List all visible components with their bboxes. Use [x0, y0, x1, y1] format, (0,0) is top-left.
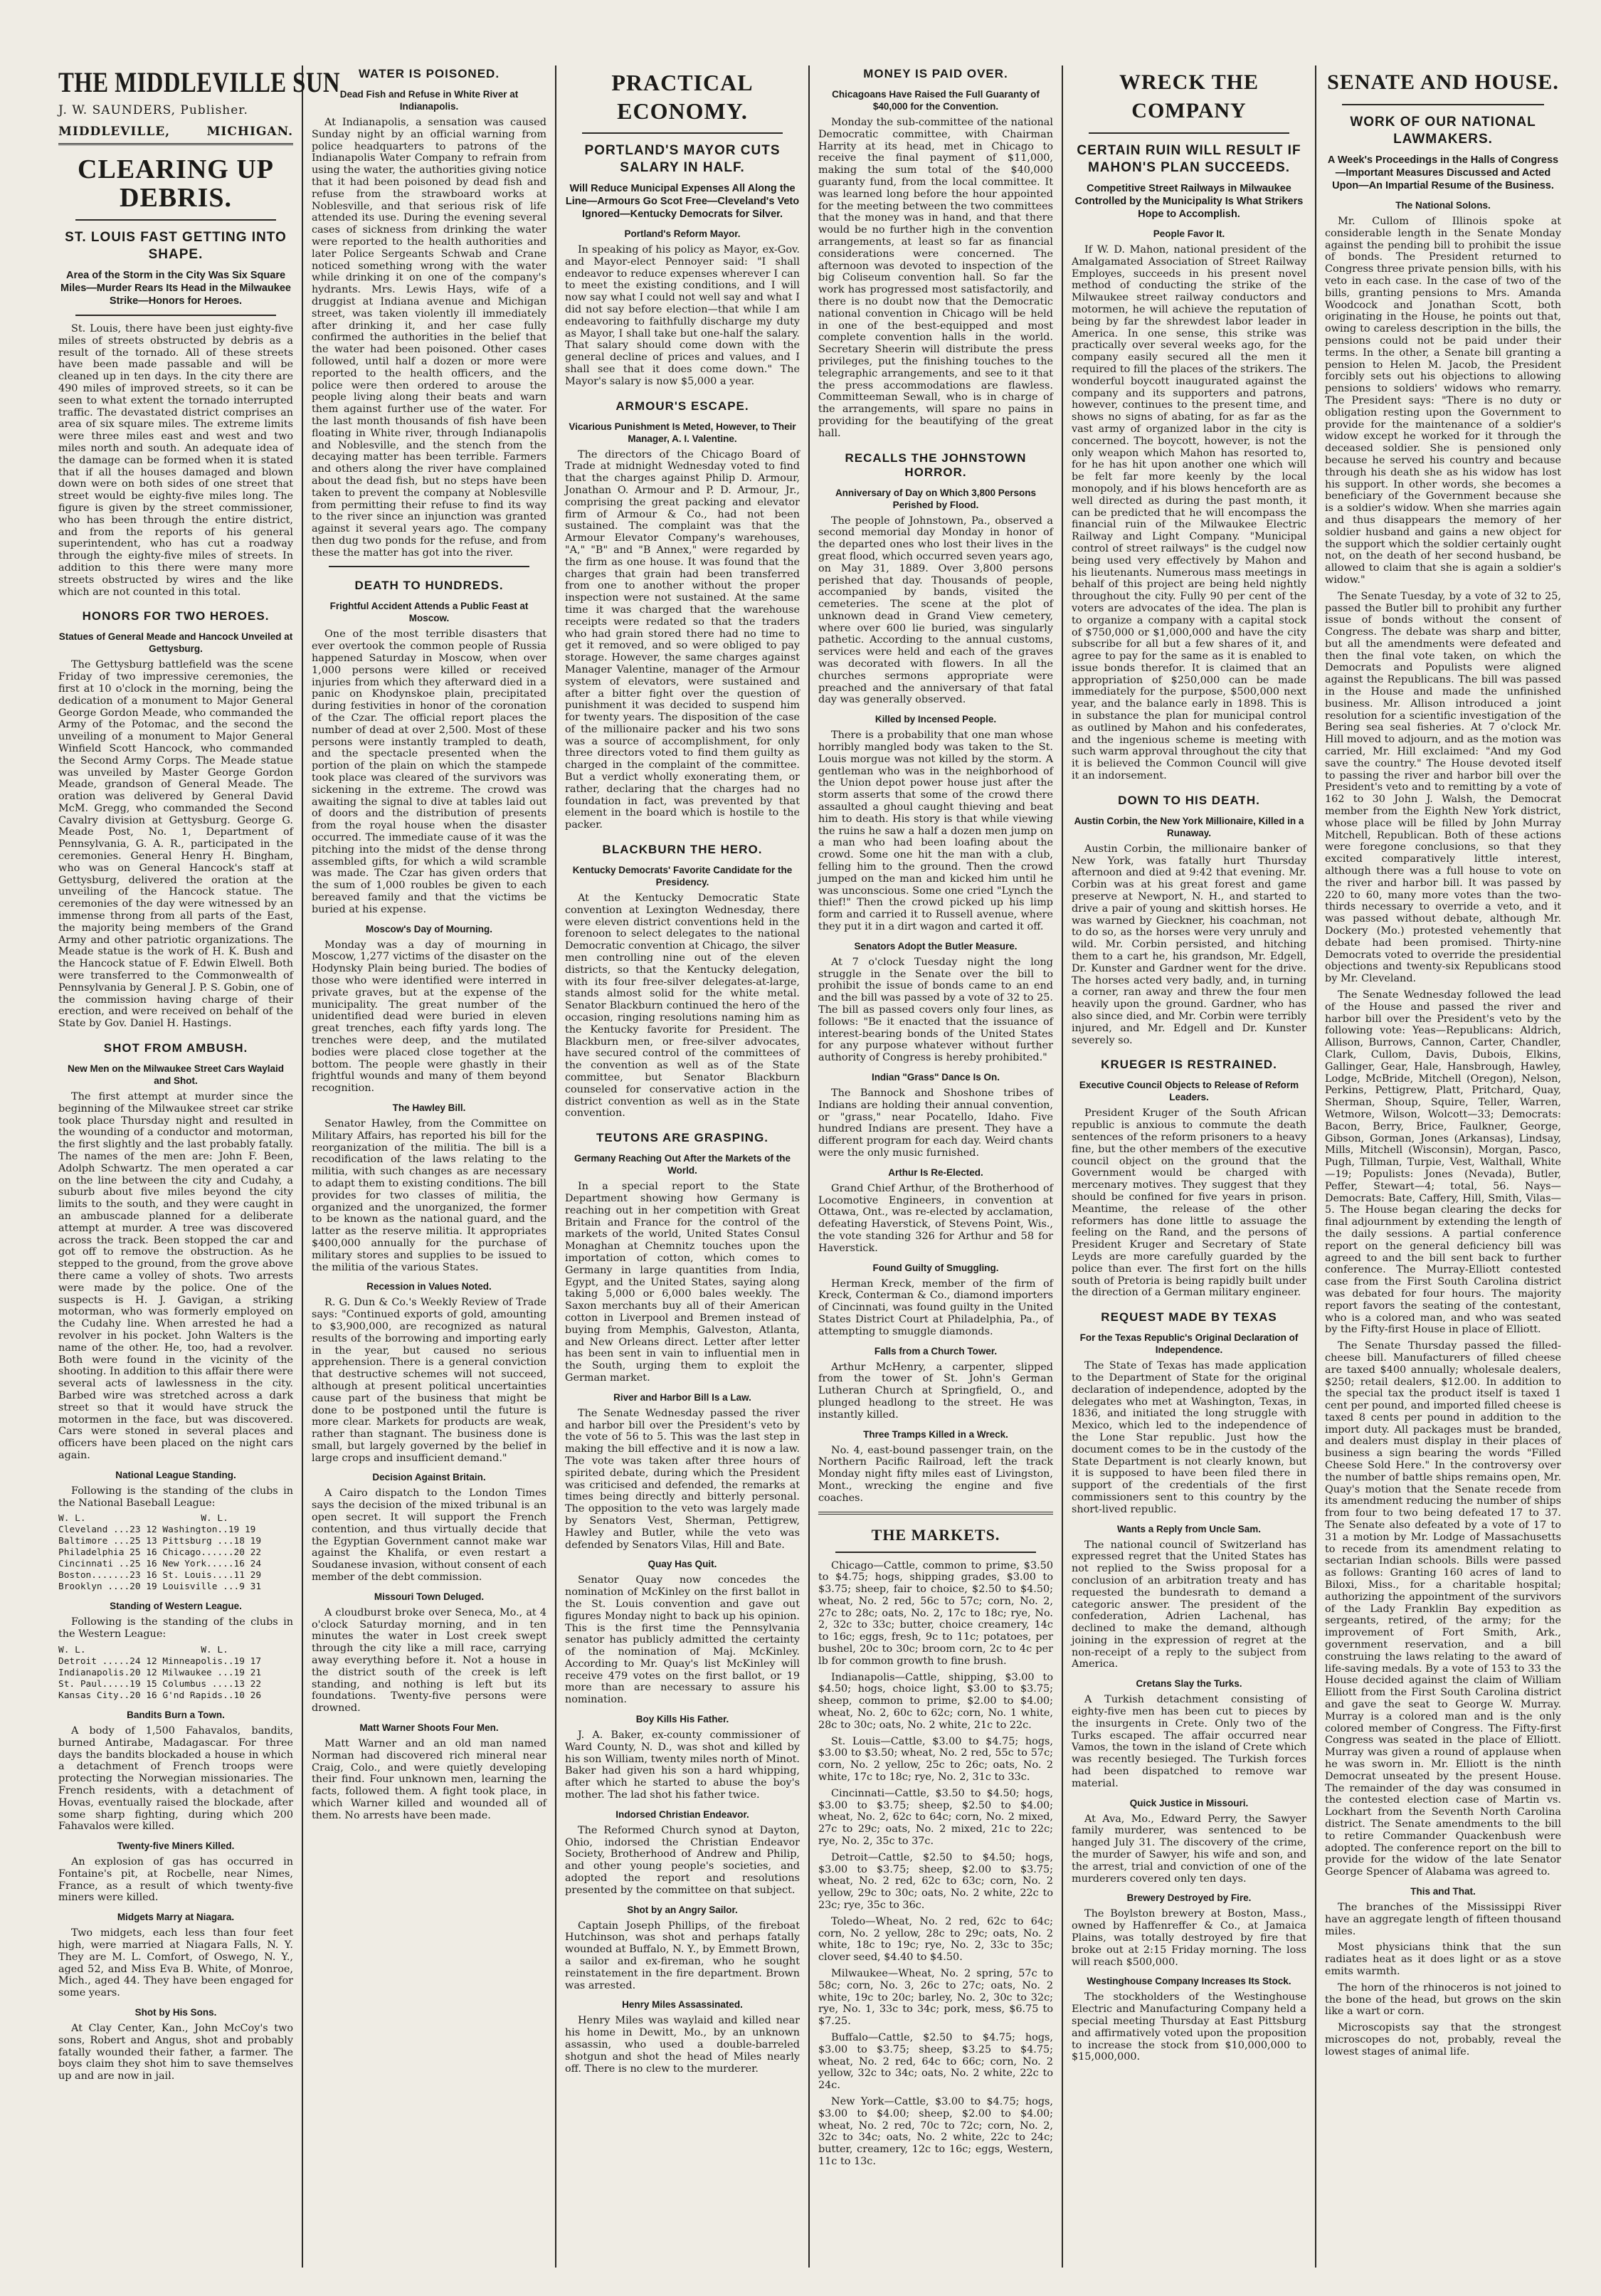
table-row: Cincinnati ..25 16 New York.....16 24	[58, 1559, 262, 1570]
article-paragraph: Most physicians think that the sun radiates heat as it does light or as a stove emits warmth.	[1325, 1942, 1561, 1977]
article-paragraph: Mr. Cullom of Illinois spoke at considerable length in the Senate Monday against the pending bill to prohibit the issue of bonds. The President returned to Congress three private pension bills, with his veto in each case. In the case of two of the bills, granting pensions to Mrs. Amanda Woodcock and Jonathan Scott, both originating in the House, he points out that, owing to careless description in the bills, the pensions could not be paid under their terms. In the other, a Senate bill granting a pension to Helen M. Jacob, the President forcibly sets out his objections to allowing pensions to soldiers' widows who remarry. The President says: "There is no duty or obligation resting upon the Government to provide for the maintenance of a soldier's widow except he worked for it through the deceased soldier. She is pensioned only because he served his country and because through his death she as his widow has lost his support. In other words, she becomes a beneficiary of the Government because she is a soldier's widow. When she marries again and thus disappears the memory of her soldier husband and gains a new object for the support which the soldier certainly ought not, on the death of her second husband, be allowed to claim that she is again a soldier's widow."	[1325, 216, 1561, 586]
section-subhead: Anniversary of Day on Which 3,800 Persons Perished by Flood.	[835, 487, 1037, 510]
article-paragraph: A cloudburst broke over Seneca, Mo., at 4 o'clock Saturday morning, and in ten minutes the water in Lost creek swept through the city like a mill race, carrying away everything before it. Not a house in the district south of the creek is left standing, and nothing is left but its foundations. Twenty-five persons were drowned.	[312, 1606, 546, 1715]
section-subhead: Dead Fish and Refuse in White River at Indianapolis.	[339, 89, 519, 112]
article-paragraph: Following is the standing of the clubs in the National Baseball League:	[58, 1485, 293, 1509]
article-paragraph: The Reformed Church synod at Dayton, Ohio, indorsed the Christian Endeavor Society, Brotherhood of Andrew and Philip, and other young people's societies, and adopted the report and resolutions presented by the committee on that subject.	[565, 1824, 800, 1896]
section-subhead: Germany Reaching Out After the Markets of the World.	[574, 1153, 791, 1176]
section-subhead: Boy Kills His Father.	[635, 1714, 729, 1725]
article-paragraph: Microscopists say that the strongest microscopes do not, probably, reveal the lowest stages of animal life.	[1325, 2022, 1561, 2058]
section-subhead: Quay Has Quit.	[648, 1559, 717, 1570]
article-paragraph: Grand Chief Arthur, of the Brotherhood of Locomotive Engineers, in convention at Ottawa, Ont., was re-elected by acclamation, defeating Haverstick, of Stevens Point, Wis., the vote standing 326 for Arthur and 58 for Haverstick.	[818, 1182, 1053, 1254]
table-row: Detroit .....24 12 Minneapolis..19 17	[58, 1655, 262, 1667]
table-row: St. Paul.....19 15 Columbus ....13 22	[58, 1678, 262, 1690]
section-subhead: New Men on the Milwaukee Street Cars Waylaid and Shot.	[67, 1063, 285, 1087]
masthead-location	[58, 125, 293, 145]
article-paragraph: At Clay Center, Kan., John McCoy's two sons, Robert and Angus, shot and probably fatally wounded their father, a farmer. The boys claim they shot him to save themselves up and are now in jail.	[58, 2023, 293, 2082]
market-report: Chicago—Cattle, common to prime, $3.50 to $4.75; hogs, shipping grades, $3.00 to $3.75; sheep, fair to choice, $2.50 to $4.50; wheat, No. 2 red, 56c to 57c; corn, No. 2, 27c to 28c; oats, No. 2, 17c to 18c; rye, No. 2, 32c to 33c; butter, choice creamery, 14c to 16c; eggs, fresh, 9c to 11c; potatoes, per bushel, 20c to 30c; broom corn, 2c to 4c per lb for common growth to fine brush.	[818, 1559, 1053, 1667]
table-row: Baltimore ...25 13 Pittsburg ...18 19	[58, 1536, 262, 1547]
section-subhead: Bandits Burn a Town.	[127, 1709, 225, 1720]
table-row: Indianapolis.20 12 Milwaukee ...19 21	[58, 1667, 262, 1678]
section-subhead: Wants a Reply from Uncle Sam.	[1116, 1523, 1262, 1534]
table-row: Kansas City..20 16 G'nd Rapids..10 26	[58, 1690, 262, 1701]
section-subhead: The National Solons.	[1395, 200, 1491, 211]
article-paragraph: The branches of the Mississippi River have an aggregate length of fifteen thousand miles.	[1325, 1901, 1561, 1937]
article-paragraph: Matt Warner and an old man named Norman had discovered rich mineral near Craig, Colo., and were quietly developing their find. Four unknown men, learning the facts, followed them. A fight took place, in which Warner killed and wounded all of them. No arrests have been made.	[312, 1738, 546, 1821]
article-paragraph: R. G. Dun & Co.'s Weekly Review of Trade says: "Continued exports of gold, amounting to $3,900,000, are recognized as natural results of the borrowing and importing early in the year, but caused no serious apprehension. There is a general conviction that destructive schemes will not succeed, although at present political uncertainties cause part of the business that might be done to be postponed until the future is more clear. Markets for products are weak, rather than stagnant. The business done is small, but largely governed by the belief in large crops and insufficient demand."	[312, 1297, 546, 1464]
column-1	[50, 65, 341, 2268]
section-subhead: Killed by Incensed People.	[875, 714, 997, 725]
article-paragraph: At the Kentucky Democratic State convention at Lexington Wednesday, there were eleven district conventions held in the forenoon to select delegates to the national Democratic convention at Chicago, the silver men controlling nine out of the eleven districts, so that the Kentucky delegation, with its four free-silver delegates-at-large, stands almost solid for the white metal. Senator Blackburn continued the hero of the occasion, ringing resolutions naming him as the Kentucky favorite for President. The Blackburn men, or free-silver advocates, have secured control of the committees of the convention as well as of the State committee, but Senator Blackburn counseled for conservative action in the district convention as well as in the State convention.	[565, 892, 800, 1120]
article-paragraph: Two midgets, each less than four feet high, were married at Niagara Falls, N. Y. They are M. L. Comfort, of Oswego, N. Y., aged 52, and Miss Eva B. White, of Monroe, Mich., aged 44. They have been engaged for some years.	[58, 1927, 293, 1999]
subheadline: WORK OF OUR NATIONAL LAWMAKERS.	[1350, 115, 1536, 147]
section-subhead: Indorsed Christian Endeavor.	[615, 1808, 749, 1820]
markets-heading: THE MARKETS.	[871, 1525, 1000, 1544]
section-subhead: Moscow's Day of Mourning.	[366, 923, 492, 934]
section-subhead: River and Harbor Bill Is a Law.	[613, 1391, 751, 1403]
western-league-table	[58, 1645, 293, 1702]
section-heading: HONORS FOR TWO HEROES.	[82, 609, 270, 623]
section-subhead: Senators Adopt the Butler Measure.	[854, 940, 1018, 952]
table-row: Cleveland ...23 12 Washington..19 19	[58, 1524, 256, 1536]
section-subhead: Shot by His Sons.	[134, 2007, 217, 2018]
table-row: Boston.......23 16 St. Louis....11 29	[58, 1570, 262, 1581]
section-heading: RECALLS THE JOHNSTOWN HORROR.	[845, 451, 1027, 479]
article-paragraph: The Senate Tuesday, by a vote of 32 to 25, passed the Butler bill to prohibit any further issue of bonds without the consent of Congress. The debate was sharp and bitter, but all the amendments were defeated and then the final vote taken, on which the Democrats and Populists were aligned against the Republicans. The bill was passed in the House and made the unfinished business. Mr. Allison introduced a joint resolution for a scientific investigation of the Bering sea seal fisheries. At 7 o'clock Mr. Hill moved to adjourn, and as the motion was carried, Mr. Hill exclaimed: "And my God save the country." The House devoted itself to passing the river and harbor bill over the President's veto and to remitting by a vote of 162 to 30 John J. Walsh, the Democrat member from the Eighth New York district, whose place will be filled by John Murray Mitchell, Republican. Both of these actions were foregone conclusions, so that they excited comparatively little interest, although there was a full house to vote on the river and harbor bill. It was passed by 220 to 60, many more votes than the two-thirds necessary to override a veto, and it was passed without debate, although Mr. Dockery (Mo.) protested vehemently that debate had been promised. Thirty-nine Democrats voted to override the presidential objections and twenty-six Republicans stood by Mr. Cleveland.	[1325, 590, 1561, 985]
section-subhead: Brewery Destroyed by Fire.	[1126, 1892, 1252, 1904]
section-heading: SHOT FROM AMBUSH.	[103, 1041, 248, 1055]
subheadline: ST. LOUIS FAST GETTING INTO SHAPE.	[65, 230, 287, 262]
article-paragraph: At 7 o'clock Tuesday night the long struggle in the Senate over the bill to prohibit the issue of bonds came to an end and the bill was passed by a vote of 32 to 25. The bill as passed covers only four lines, as follows: "Be it enacted that the issuance of interest-bearing bonds of the United States for any purpose whatever without further authority of Congress is hereby prohibited."	[818, 956, 1053, 1064]
article-paragraph: Senator Quay now concedes the nomination of McKinley on the first ballot in the St. Louis convention and gave out figures Monday night to back up his opinion. This is the first time the Pennsylvania senator has publicly admitted the certainty of the nomination of Maj. McKinley. According to Mr. Quay's list McKinley will receive 479 votes on the first ballot, or 19 more than are necessary to assure his nomination.	[565, 1574, 800, 1706]
section-subhead: Kentucky Democrats' Favorite Candidate for the Presidency.	[572, 865, 793, 888]
article-paragraph: In speaking of his policy as Mayor, ex-Gov. and Mayor-elect Pennoyer said: "I shall endeavor to reduce expenses wherever I can to meet the existing conditions, and I will now say what I could not well say and what I did not say before election—that while I am endeavoring to faithfully discharge my duty as Mayor, I shall take but one-half the salary. That salary should come down with the general decline of prices and values, and I shall see that it does come down." The Mayor's salary is now $5,000 a year.	[565, 244, 800, 387]
section-subhead: Twenty-five Miners Killed.	[117, 1841, 235, 1852]
section-subhead: People Favor It.	[1153, 228, 1225, 239]
section-subhead: Shot by an Angry Sailor.	[627, 1904, 738, 1915]
masthead-title: THE MIDDLEVILLE SUN	[58, 66, 341, 98]
section-subhead: Arthur Is Re-Elected.	[888, 1167, 983, 1178]
market-report: Indianapolis—Cattle, shipping, $3.00 to $4.50; hogs, choice light, $3.00 to $3.75; sheep, common to prime, $2.00 to $4.00; wheat, No. 2, 60c to 62c; corn, No. 1 white, 28c to 30c; oats, No. 2 white, 21c to 22c.	[818, 1671, 1053, 1731]
masthead-state: MICHIGAN.	[206, 125, 293, 139]
article-paragraph: Herman Kreck, member of the firm of Kreck, Conterman & Co., diamond importers of Cincinnati, was found guilty in the United States District Court at Philadelphia, Pa., of attempting to smuggle diamonds.	[818, 1278, 1053, 1337]
section-heading: DEATH TO HUNDREDS.	[354, 579, 504, 593]
section-subhead: Standing of Western League.	[110, 1601, 242, 1612]
section-heading: REQUEST MADE BY TEXAS	[1101, 1310, 1277, 1325]
article-paragraph: Monday the sub-committee of the national Democratic committee, with Chairman Harrity at its head, met in Chicago to receive the final payment of $11,000, making the sum total of the $40,000 guaranty fund, from the local committee. It was learned long before the hour appointed for the meeting between the two committees that the money was in hand, and that there would be no further high in the convention arrangements, at least so far as financial considerations were concerned. The afternoon was devoted to inspection of the big Coliseum convention hall. So far the work has progressed most satisfactorily, and there is no doubt now that the Democratic national convention in Chicago will be held in one of the best-equipped and most complete convention halls in the world. Secretary Sheerin will distribute the press privileges, put the finishing touches to the telegraphic arrangements, and see to it that the press accommodations are flawless. Committeeman Sewall, who is in charge of the arrangements, will spare no pains in providing for the beautifying of the great hall.	[818, 117, 1053, 439]
article-paragraph: The national council of Switzerland has expressed regret that the United States has not replied to the Swiss proposal for a conclusion of an arbitration treaty and has requested the bundesrath to demand a categoric answer. The president of the confederation, Adrien Lachenal, has declined to make the demand, although joining in the expression of regret at the non-receipt of a reply to the subject from America.	[1072, 1539, 1306, 1670]
article-paragraph: The State of Texas has made application to the Department of State for the original declaration of independence, adopted by the delegates who met at Washington, Texas, in 1836, and initiated the long struggle with Mexico, which led to the independence of the Lone Star republic. Just how the document comes to be in the custody of the State Department is not clearly known, but it is supposed to have been filed there in support of the credentials of the first commissioners sent to this country by the short-lived republic.	[1072, 1360, 1306, 1515]
section-subhead: For the Texas Republic's Original Declaration of Independence.	[1079, 1332, 1299, 1356]
column-6	[1316, 65, 1570, 2268]
article-paragraph: The Senate Thursday passed the filled-cheese bill. Manufacturers of filled cheese are taxed $400 annually; wholesale dealers, $250; retail dealers, $12.00. In addition to the special tax the product itself is taxed 1 cent per pound, and imported filled cheese is taxed 8 cents per pound in addition to the import duty. All packages must be branded, and dealers must display in their places of business a sign bearing the words "Filled Cheese Sold Here." In the controversy over the number of battle ships remains open, Mr. Quay's motion that the Senate recede from its amendment reducing the number of ships from four to two being defeated 17 to 37. The Senate also defeated by a vote of 17 to 31 a motion by Mr. Lodge of Massachusetts to recede from its amendment relating to sectarian Indian schools. Bills were passed as follows: Granting 160 acres of land to Biloxi, Miss., for a charitable hospital; authorizing the appointment of the survivors of the Lady Franklin Bay expedition as sergeants, retired, of the army; for the improvement of Fort Smith, Ark., government reservation, and a bill construing the laws relating to the award of life-saving medals. By a vote of 153 to 33 the House decided against the claim of William Elliott from the First South Carolina district and gave the seat to George W. Murray. Murray is a colored man and is the only colored member of Congress. The Fifty-first Congress was seated in the place of Elliott. Murray was given a round of applause when he was sworn in. Mr. Elliott is the ninth Democrat unseated by the present House. The remainder of the day was consumed in the contested election case of Martin vs. Lockhart from the Seventh North Carolina district. The Senate amendments to the bill to retire Commander Quackenbush were adopted. The conference report on the bill to provide for the widow of the late Senator George Spencer of Alabama was agreed to.	[1325, 1340, 1561, 1878]
market-report: Milwaukee—Wheat, No. 2 spring, 57c to 58c; corn, No. 3, 26c to 27c; oats, No. 2 white, 19c to 20c; barley, No. 2, 30c to 32c; rye, No. 1, 33c to 34c; pork, mess, $6.75 to $7.25.	[818, 1968, 1053, 2028]
section-subhead: Falls from a Church Tower.	[874, 1345, 998, 1357]
subheadline: PORTLAND'S MAYOR CUTS SALARY IN HALF.	[584, 143, 781, 175]
section-subhead: Austin Corbin, the New York Millionaire, Killed in a Runaway.	[1074, 815, 1304, 838]
article-paragraph: The Gettysburg battlefield was the scene Friday of two impressive ceremonies, the first at 10 o'clock in the morning, being the dedication of a monument to Major General George Gordon Meade, who commanded the Army of the Potomac, and the second the unveiling of a monument to Major General Winfield Scott Hancock, who commanded the Second Army Corps. The Meade statue was unveiled by Master George Gordon Meade, grandson of General Meade. The oration was delivered by General David McM. Gregg, who commanded the Second Cavalry division at Gettysburg. George G. Meade Post, No. 1, Department of Pennsylvania, G. A. R., participated in the ceremonies. General Henry H. Bingham, who was on General Hancock's staff at Gettysburg, delivered the oration at the unveiling of the Hancock statue. The ceremonies of the day were witnessed by an immense throng from all parts of the East, the majority being members of the Grand Army and other patriotic organizations. The Meade statue is the work of H. K. Bush and the Hancock statue of F. Edwin Elwell. Both were transferred to the Commonwealth of Pennsylvania by General J. P. S. Gobin, one of the commission having charge of their erection, and were received on behalf of the State by Gov. Daniel H. Hastings.	[58, 659, 293, 1030]
article-paragraph: Henry Miles was waylaid and killed near his home in Dewitt, Mo., by an unknown assassin, who used a double-barreled shotgun and shot the head of Miles nearly off. There is no clew to the murderer.	[565, 2015, 800, 2075]
section-subhead: Midgets Marry at Niagara.	[117, 1912, 235, 1923]
market-report: Buffalo—Cattle, $2.50 to $4.75; hogs, $3.00 to $3.75; sheep, $3.25 to $4.75; wheat, No. 2 red, 64c to 66c; corn, No. 2 yellow, 32c to 34c; oats, No. 2 white, 22c to 24c.	[818, 2031, 1053, 2092]
article-paragraph: There is a probability that one man whose horribly mangled body was taken to the St. Louis morgue was not killed by the storm. A gentleman who was in the neighborhood of the Union depot power house just after the storm asserts that some of the crowd there assaulted a ghoul caught thieving and beat him to death. His story is that while viewing the ruins he saw a half a dozen men jump on a man who had been loafing about the crowd. Some one hit the man with a club, felling him to the ground. Then the crowd jumped on the man and kicked him until he was unconscious. Some one cried "Lynch the thief!" Then the crowd picked up his limp form and carried it to Russell avenue, where they put it in a dirt wagon and carted it off.	[818, 730, 1053, 933]
section-subhead: Portland's Reform Mayor.	[624, 228, 741, 239]
section-heading: WATER IS POISONED.	[358, 67, 500, 80]
headline: SENATE AND HOUSE.	[1327, 70, 1559, 94]
deck: Area of the Storm in the City Was Six Square Miles—Murder Rears Its Head in the Milwaukee Strike—Honors for Heroes.	[60, 270, 291, 307]
section-heading: TEUTONS ARE GRASPING.	[596, 1131, 769, 1145]
column-3	[556, 65, 810, 2268]
section-subhead: Three Tramps Killed in a Wreck.	[863, 1428, 1008, 1440]
article-paragraph: No. 4, east-bound passenger train, on the Northern Pacific Railroad, left the track Monday night fifty miles east of Livingston, Mont., wrecking the engine and five coaches.	[818, 1444, 1053, 1504]
section-subhead: Indian "Grass" Dance Is On.	[871, 1071, 1000, 1083]
article-paragraph: A body of 1,500 Fahavalos, bandits, burned Antirabe, Madagascar. For three days the bandits blockaded a house in which a detachment of French troops were protecting the Norwegian missionaries. The French residents, with a detachment of Hovas, eventually raised the blockade, after some sharp fighting, during which 200 Fahavalos were killed.	[58, 1724, 293, 1833]
section-subhead: Executive Council Objects to Release of Reform Leaders.	[1079, 1080, 1299, 1103]
article-paragraph: At Ava, Mo., Edward Perry, the Sawyer family murderer, was sentenced to be hanged July 31. The discovery of the crime, the murder of Sawyer, his wife and son, and the arrest, trial and conviction of one of the murderers covered only ten days.	[1072, 1813, 1306, 1885]
column-2	[303, 65, 556, 2268]
section-subhead: Matt Warner Shoots Four Men.	[359, 1722, 499, 1734]
article-paragraph: Monday was a day of mourning in Moscow, 1,277 victims of the disaster on the Hodynsky Plain being buried. The bodies of those who were identified were interred in private graves, but at the expense of the municipality. The great number of the unidentified dead were buried in eleven great trenches, each fifty yards long. The trenches were deep, and the mutilated bodies were placed close together at the bottom. The people were ghastly in their frightful wounds and many of them beyond recognition.	[312, 939, 546, 1095]
section-subhead: This and That.	[1410, 1885, 1476, 1897]
section-subhead: Missouri Town Deluged.	[374, 1591, 485, 1602]
section-heading: ARMOUR'S ESCAPE.	[615, 399, 749, 413]
section-heading: MONEY IS PAID OVER.	[863, 67, 1008, 80]
article-paragraph: The Bannock and Shoshone tribes of Indians are holding their annual convention, or "grass," near Pocatello, Idaho. Five hundred Indians are present. They have a different program for each day. Weird chants were the only music furnished.	[818, 1087, 1053, 1159]
table-header: W. L. W. L.	[58, 1644, 228, 1655]
market-report: Toledo—Wheat, No. 2 red, 62c to 64c; corn, No. 2 yellow, 28c to 29c; oats, No. 2 white, 18c to 19c; rye, No. 2, 33c to 35c; clover seed, $4.40 to $4.50.	[818, 1915, 1053, 1964]
deck: Competitive Street Railways in Milwaukee Controlled by the Municipality Is What Strikers Hope to Accomplish.	[1074, 183, 1304, 220]
deck: Will Reduce Municipal Expenses All Along the Line—Armours Go Scot Free—Cleveland's Veto Ignored—Kentucky Democrats for Silver.	[565, 183, 800, 220]
article-paragraph: A Cairo dispatch to the London Times says the decision of the mixed tribunal is an open secret. It will support the French contention, and thus virtually decide that the Egyptian Government cannot make war against the Khalifa, or even restart a Soudanese invasion, without consent of each member of the debt commission.	[312, 1487, 546, 1584]
section-subhead: Henry Miles Assassinated.	[622, 1999, 743, 2011]
section-heading: KRUEGER IS RESTRAINED.	[1101, 1058, 1277, 1072]
headline: CLEARING UP DEBRIS.	[78, 154, 274, 213]
article-paragraph: Following is the standing of the clubs in the Western League:	[58, 1616, 293, 1641]
table-row: Brooklyn ....20 19 Louisville ...9 31	[58, 1581, 262, 1593]
section-subhead: Frightful Accident Attends a Public Feast at Moscow.	[329, 601, 529, 624]
article-paragraph: The Senate Wednesday passed the river and harbor bill over the President's veto by the vote of 56 to 5. This was the last step in making the bill effective and it is now a law. The vote was taken after three hours of spirited debate, during which the President was criticised and defended, the remarks at times being directly and bitterly personal. The opposition to the veto was largely made by Senators Vest, Sherman, Pettigrew, Hawley and Butler, while the veto was defended by Senators Vilas, Hill and Bate.	[565, 1407, 800, 1551]
article-paragraph: The Senate Wednesday followed the lead of the House and passed the river and harbor bill over the President's veto by the following vote: Yeas—Republicans: Aldrich, Allison, Burrows, Cannon, Carter, Chandler, Clark, Cullom, Davis, Dubois, Elkins, Gallinger, Gear, Hale, Hansbrough, Hawley, Lodge, McBride, Mitchell (Oregon), Nelson, Perkins, Pettigrew, Platt, Pritchard, Quay, Sherman, Shoup, Squire, Teller, Warren, Wetmore, Wilson, Wolcott—33; Democrats: Bacon, Berry, Brice, Faulkner, George, Gibson, Gorman, Jones (Arkansas), Lindsay, Mills, Mitchell (Wisconsin), Morgan, Pasco, Pugh, Tillman, Turpie, Vest, Walthall, White—19; Populists: Jones (Nevada), Butler, Peffer, Stewart—4; total, 56. Nays—Democrats: Bate, Caffery, Hill, Smith, Vilas—5. The House began clearing the decks for final adjournment by extending the length of the daily sessions. A partial conference report on the general deficiency bill was agreed to and the bill sent back to further conference. The Murray-Elliott contested case from the First South Carolina district was debated for four hours. The majority report favors the seating of the contestant, who is a colored man, and who was seated by the Fifty-first House in place of Elliott.	[1325, 989, 1561, 1336]
article-paragraph: An explosion of gas has occurred in Fontaine's pit, at Rocbelle, near Nimes, France, as a result of which twenty-five miners were killed.	[58, 1856, 293, 1904]
column-4	[810, 65, 1063, 2268]
section-subhead: The Hawley Bill.	[392, 1102, 466, 1113]
column-5	[1063, 65, 1316, 2268]
article-paragraph: Austin Corbin, the millionaire banker of New York, was fatally hurt Thursday afternoon and died at 9:42 that evening. Mr. Corbin was at his great forest and game preserve at Newport, N. H., and started to drive a pair of young and skittish horses. He was warned by Gieckner, his coachman, not to do so, as the horses were very unruly and wild. Mr. Corbin persisted, and hitching them to a cart he, his grandson, Mr. Edgell, Dr. Kunster and Gardner went for the drive. The horses acted very badly, and, in turning a corner, ran away and threw the four men heavily upon the ground. Gardner, who has also since died, and Mr. Corbin were terribly injured, and Mr. Edgell and Dr. Kunster severely so.	[1072, 843, 1306, 1046]
article-paragraph: The horn of the rhinoceros is not joined to the bone of the head, but grows on the skin like a wart or corn.	[1325, 1981, 1561, 2018]
market-report: St. Louis—Cattle, $3.00 to $4.75; hogs, $3.00 to $3.50; wheat, No. 2 red, 55c to 57c; corn, No. 2 yellow, 25c to 26c; oats, No. 2 white, 17c to 18c; rye, No. 2, 31c to 33c.	[818, 1735, 1053, 1784]
article-paragraph: The people of Johnstown, Pa., observed a second memorial day Monday in honor of the departed ones who lost their lives in the great flood, which occurred seven years ago, on May 31, 1889. Over 3,800 persons perished that day. Thousands of people, accompanied by bands, visited the cemeteries. The scene at the plot of unknown dead in Grand View cemetery, where over 600 lie buried, was singularly pathetic. According to the annual customs, services were held and each of the graves was decorated with flowers. In all the churches sermons appropriate were preached and the anniversary of that fatal day was generally observed.	[818, 515, 1053, 706]
section-subhead: Decision Against Britain.	[372, 1472, 486, 1483]
national-league-table	[58, 1513, 293, 1593]
article-paragraph: St. Louis, there have been just eighty-five miles of streets obstructed by debris as a result of the tornado. All of these streets have been made passable and will be cleaned up in ten days. In the city there are 490 miles of improved streets, so it can be seen to what extent the tornado interrupted traffic. The devastated district comprises an area of six square miles. The extreme limits were three miles east and west and two miles north and south. An adequate idea of the damage can be formed when it is stated that if all the houses damaged and blown down were on both sides of one street that street would be eighty-five miles long. The figure is given by the street commissioner, who has been through the entire district, and from the reports of his general superintendent, who has cut a roadway through the eighty-five miles of streets. In addition to this there were many more streets obstructed by wires and the like which are not counted in this total.	[58, 323, 293, 598]
section-subhead: National League Standing.	[115, 1469, 236, 1480]
section-subhead: Westinghouse Company Increases Its Stock.	[1087, 1976, 1291, 1987]
section-subhead: Found Guilty of Smuggling.	[872, 1262, 999, 1273]
article-paragraph: Senator Hawley, from the Committee on Military Affairs, has reported his bill for the reorganization of the militia. The bill is a recodification of the laws relating to the militia, with such changes as are necessary to adapt them to existing conditions. The bill provides for two classes of militia, the organized and the unorganized, the former to be known as the national guard, and the latter as the reserve militia. It appropriates $400,000 annually for the purchase of military stores and supplies to be issued to the militia of the various States.	[312, 1117, 546, 1273]
section-heading: DOWN TO HIS DEATH.	[1118, 793, 1260, 807]
headline: WRECK THE COMPANY	[1119, 70, 1259, 122]
article-paragraph: A Turkish detachment consisting of eighty-five men has been cut to pieces by the insurgents in Crete. Only two of the Turks escaped. The affair occurred near Vamos, the town in the island of Crete which was recently besieged. The Turkish forces had been dispatched to remove war material.	[1072, 1694, 1306, 1789]
section-subhead: Chicagoans Have Raised the Full Guaranty of $40,000 for the Convention.	[832, 89, 1040, 112]
table-header: W. L. W. L.	[58, 1513, 228, 1524]
section-subhead: Statues of General Meade and Hancock Unveiled at Gettysburg.	[58, 631, 293, 655]
masthead-publisher: J. W. SAUNDERS, Publisher.	[58, 103, 248, 117]
market-report: Detroit—Cattle, $2.50 to $4.50; hogs, $3.00 to $3.75; sheep, $2.00 to $3.75; wheat, No. 2 red, 62c to 63c; corn, No. 2 yellow, 29c to 30c; oats, No. 2 white, 22c to 23c; rye, 35c to 36c.	[818, 1851, 1053, 1912]
section-subhead: Vicarious Punishment Is Meted, However, to Their Manager, A. I. Valentine.	[569, 421, 796, 444]
headline: PRACTICAL ECONOMY.	[611, 70, 754, 124]
article-paragraph: In a special report to the State Department showing how Germany is reaching out in her competition with Great Britain and France for the control of the markets of the world, United States Consul Monaghan at Chemnitz touches upon the importation of cotton, which comes to Germany in large quantities from India, Egypt, and the United States, saying along taking 5,000 or 6,000 bales weekly. The Saxon merchants buy all of their American cotton in Liverpool and Bremen instead of buying from Memphis, Galveston, Atlanta, and New Orleans direct. Letter after letter has been sent in vain to influential men in the South, urging them to exploit the German market.	[565, 1181, 800, 1384]
article-paragraph: The first attempt at murder since the beginning of the Milwaukee street car strike took place Thursday night and resulted in the wounding of a conductor and motorman, the first slightly and the last probably fatally. The names of the men are: John F. Been, Adolph Schwartz. The men operated a car on the line between the city and Cudahy, a suburb about five miles beyond the city limits to the south, and they were caught in an ambuscade planned for a deliberate attempt at murder. A tree was discovered across the track. Been stopped the car and got off to remove the obstruction. As he stepped to the ground, from the grove above there came a volley of shots. Two arrests were made by the police. One of the suspects is H. J. Gavigan, a striking motorman, who was formerly employed on the Cudahy line. When arrested he had a revolver in his pocket. John Walters is the name of the other. He, too, had a revolver. Both were found in the vicinity of the shooting. In addition to this affair there were several acts of lawlessness in the city. Barbed wire was stretched across a dark street so that it would have struck the motormen in the face, but was discovered. Cars were stoned in several places and officers have been placed on the night cars again.	[58, 1091, 293, 1461]
article-paragraph: The stockholders of the Westinghouse Electric and Manufacturing Company held a special meeting Thursday at East Pittsburg and affirmatively voted upon the proposition to increase the stock from $10,000,000 to $15,000,000.	[1072, 1991, 1306, 2063]
article-paragraph: Captain Joseph Phillips, of the fireboat Hutchinson, was shot and perhaps fatally wounded at Buffalo, N. Y., by Emmett Brown, a sailor and ex-fireman, who he sought reinstatement in the fire department. Brown was arrested.	[565, 1920, 800, 1991]
article-paragraph: J. A. Baker, ex-county commissioner of Ward County, N. D., was shot and killed by his son William, twenty miles north of Minot. Baker had given his son a hard whipping, after which he started to abuse the boy's mother. The lad shot his father twice.	[565, 1729, 800, 1801]
section-subhead: Quick Justice in Missouri.	[1129, 1797, 1249, 1808]
masthead-town: MIDDLEVILLE,	[58, 125, 171, 139]
subheadline: CERTAIN RUIN WILL RESULT IF MAHON'S PLAN SUCCEEDS.	[1077, 143, 1301, 175]
section-subhead: Recession in Values Noted.	[366, 1281, 492, 1292]
section-subhead: Cretans Slay the Turks.	[1136, 1678, 1242, 1690]
article-paragraph: One of the most terrible disasters that ever overtook the common people of Russia happened Saturday in Moscow, when over 1,000 persons were killed or received injuries from which they afterward died in a panic on Khodynskoe plain, precipitated during festivities in honor of the coronation of the Czar. The official report places the number of dead at over 2,500. Most of these persons were instantly trampled to death, and the spectacle presented when the portion of the plain on which the stampede took place was cleared of the survivors was sickening in the extreme. The crowd was awaiting the signal to dive at tables laid out of doors and the distribution of presents from the royal house when the disaster occurred. The immediate cause of it was the pitching into the midst of the dense throng assembled gifts, for which a wild scramble was made. The Czar has given orders that the sum of 1,000 roubles be given to each bereaved family and that the victims be buried at his expense.	[312, 628, 546, 915]
article-paragraph: Arthur McHenry, a carpenter, slipped from the tower of St. John's German Lutheran Church at Springfield, O., and plunged headlong to the street. He was instantly killed.	[818, 1361, 1053, 1421]
table-row: Philadelphia 25 16 Chicago......20 22	[58, 1547, 262, 1559]
article-paragraph: At Indianapolis, a sensation was caused Sunday night by an official warning from police headquarters to patrons of the Indianapolis Water Company to refrain from using the water, the authorities giving notice that it had been poisoned by dead fish and refuse from the strawboard works at Noblesville, and that serious risk of life attended its use. During the evening several cases of sickness from drinking the water were reported to the health authorities and later Police Sergeants Schwab and Crane noticed something wrong with the water while drinking it on one of the company's hydrants. Mrs. Lewis Hays, wife of a druggist at Indiana avenue and Michigan street, was taken violently ill immediately after drinking it, and her case fully confirmed the authorities in the belief that the water had been poisoned. Other cases followed, until half a dozen or more were reported to the health officers, and the police were then ordered to arouse the people living along their beats and warn them against further use of the water. For the last month thousands of fish have been floating in White river, through Indianapolis and Noblesville, and the stench from the decaying matter has been terrible. Farmers and others along the river have complained about the dead fish, but no steps have been taken to prevent the company at Noblesville from permitting their refuse to find its way to the river since an injunction was granted against it several years ago. The company then dug two ponds for the refuse, and from these the matter has got into the river.	[312, 117, 546, 559]
market-report: Cincinnati—Cattle, $3.50 to $4.50; hogs, $3.00 to $3.75; sheep, $2.50 to $4.00; wheat, No. 2, 62c to 64c; corn, No. 2 mixed, 27c to 29c; oats, No. 2 mixed, 21c to 22c; rye, No. 2, 35c to 37c.	[818, 1787, 1053, 1848]
market-report: New York—Cattle, $3.00 to $4.75; hogs, $3.00 to $4.00; sheep, $2.00 to $4.00; wheat, No. 2 red, 70c to 72c; corn, No. 2, 32c to 34c; oats, No. 2 white, 22c to 24c; butter, creamery, 12c to 16c; eggs, Western, 11c to 13c.	[818, 2095, 1053, 2167]
article-paragraph: If W. D. Mahon, national president of the Amalgamated Association of Street Railway Employes, succeeds in his present novel method of conducting the strike of the Milwaukee street railway conductors and motormen, he will achieve the reputation of being by far the shrewdest labor leader in America. In one sense, this strike was practically over several weeks ago, for the company easily secured all the men it required to fill the places of the strikers. The wonderful boycott inaugurated against the company and its supporters and patrons, however, continues to the present time, and shows no signs of abating, for as far as the vast army of organized labor in the city is concerned. The boycott, however, is not the only weapon which Mahon has resorted to, for he has hit upon another one which will be felt far more keenly by the local monopoly, and if his blows henceforth are as well directed as during the past month, it can be predicted that he will encompass the financial ruin of the Milwaukee Electric Railway and Light Company. "Municipal control of street railways" is the cudgel now being used very effectively by Mahon and his lieutenants. Numerous mass meetings in behalf of this project are being held nightly throughout the city. Fully 90 per cent of the voters are advocates of the idea. The plan is to organize a company with a capital stock of $750,000 or $1,000,000 and have the city subscribe for all but a few shares of it, and agree to pay for the same as it is enabled to issue bonds therefor. It is claimed that an appropriation of $250,000 can be made immediately for the purpose, $500,000 next year, and the balance early in 1898. This is in substance the plan for municipal control as outlined by Mahon and his confederates, and the ingenious scheme is meeting with such warm approval throughout the city that it is believed the Common Council will give it an indorsement.	[1072, 244, 1306, 782]
deck: A Week's Proceedings in the Halls of Congress—Important Measures Discussed and Acted Upon—An Impartial Resume of the Business.	[1327, 154, 1559, 191]
article-paragraph: The Boylston brewery at Boston, Mass., owned by Haffenreffer & Co., at Jamaica Plains, was totally destroyed by fire that broke out at 2:15 Friday morning. The loss will reach $500,000.	[1072, 1908, 1306, 1968]
article-paragraph: The directors of the Chicago Board of Trade at midnight Wednesday voted to find that the charges against Philip D. Armour, Jonathan O. Armour and P. D. Armour, Jr., comprising the great packing and elevator firm of Armour & Co., had not been sustained. The complaint was that the Armour Elevator Company's warehouses, "A," "B" and "B Annex," were regarded by the firm as one house. It was found that the charges that grain had been transferred from one to another without the proper inspection were not sustained. At the same time it was charged that the warehouse receipts were redated so that the traders who had grain stored there had no time to get it removed, and so were obliged to pay storage. However, the same charges against Manager Valentine, manager of the Armour system of elevators, were sustained and after a bitter fight over the question of punishment it was decided to suspend him for twenty years. The disposition of the case of the millionaire packer and his two sons was a source of accomplishment, for only three directors voted to find them guilty as charged in the complaint of the committee. But a verdict wholly exonerating them, or rather, declaring that the charges had no foundation in fact, was prevented by that element in the board which is hostile to the packer.	[565, 448, 800, 831]
article-paragraph: President Kruger of the South African republic is anxious to commute the death sentences of the reform prisoners to a heavy fine, but the other members of the executive council object on the ground that the Government would be charged with mercenary motives. They suggest that they should be confined for five years in prison. Meantime, the release of the other reformers has done little to assuage the feeling on the Rand, and the persons of President Kruger and Secretary of State Leyds are more carefully guarded by the police than ever. The first fort on the hills south of Pretoria is being rapidly built under the direction of a German military engineer.	[1072, 1107, 1306, 1299]
section-heading: BLACKBURN THE HERO.	[602, 843, 763, 857]
